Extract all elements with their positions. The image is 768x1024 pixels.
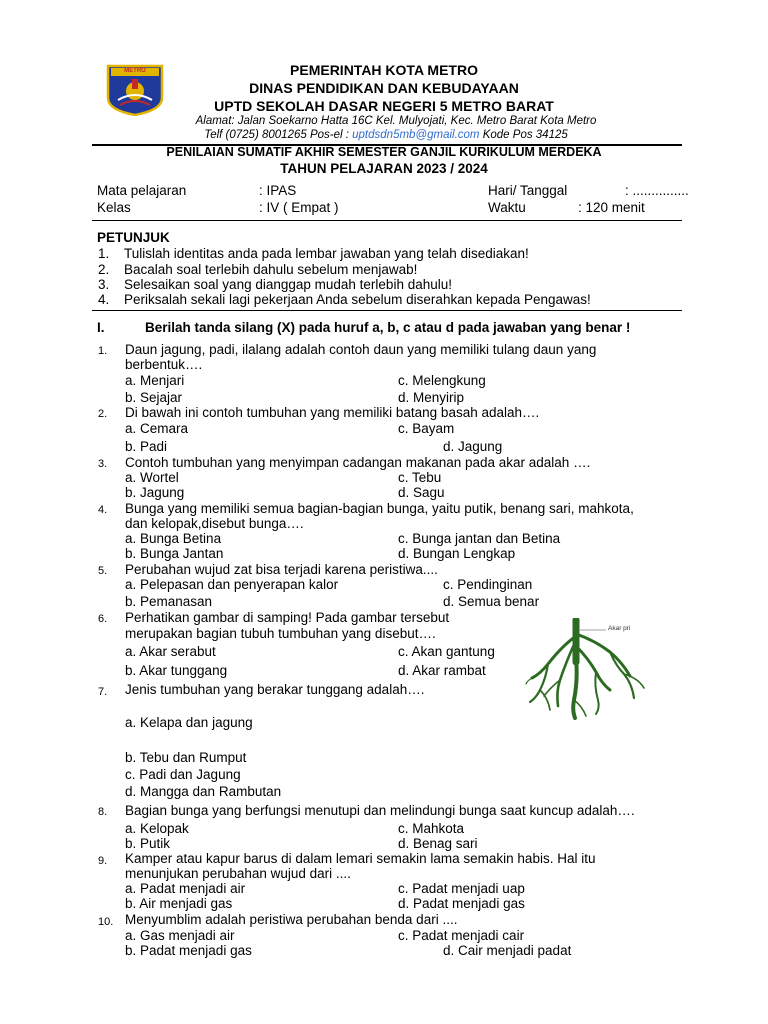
hari-value: : ............... bbox=[625, 183, 689, 198]
header-contact bbox=[0, 129, 768, 141]
q5-text-line1: Perubahan wujud zat bisa terjadi karena peristiwa.... bbox=[125, 562, 438, 577]
q9-option-a[interactable]: a. Padat menjadi air bbox=[125, 881, 246, 896]
header-line1: PEMERINTAH KOTA METRO bbox=[290, 62, 478, 78]
q8-option-b[interactable]: b. Putik bbox=[125, 836, 171, 851]
q2-option-d[interactable]: d. Jagung bbox=[443, 439, 503, 454]
petunjuk-title: PETUNJUK bbox=[97, 230, 170, 245]
q3-number: 3. bbox=[98, 458, 108, 470]
q6-option-a[interactable]: a. Akar serabut bbox=[125, 644, 216, 659]
kodepos-text: Kode Pos 34125 bbox=[482, 129, 568, 141]
q2-text-line1: Di bawah ini contoh tumbuhan yang memiliki batang basah adalah…. bbox=[125, 405, 540, 420]
kelas-label: Kelas bbox=[97, 200, 131, 215]
header-address: Alamat: Jalan Soekarno Hatta 16C Kel. Mulyojati, Kec. Metro Barat Kota Metro bbox=[195, 115, 597, 127]
header-line2: DINAS PENDIDIKAN DAN KEBUDAYAAN bbox=[249, 80, 519, 96]
q4-option-b[interactable]: b. Bunga Jantan bbox=[125, 546, 224, 561]
petunjuk-num-4: 4. bbox=[98, 292, 110, 307]
q1-option-c[interactable]: c. Melengkung bbox=[398, 373, 486, 388]
q8-text-line1: Bagian bunga yang berfungsi menutupi dan melindungi bunga saat kuncup adalah…. bbox=[125, 803, 635, 818]
q7-option-a[interactable]: a. Kelapa dan jagung bbox=[125, 715, 253, 730]
q10-text-line1: Menyumblim adalah peristiwa perubahan benda dari .... bbox=[125, 912, 458, 927]
q9-number: 9. bbox=[98, 855, 108, 867]
q4-text-line2: dan kelopak,disebut bunga…. bbox=[125, 516, 304, 531]
mapel-label: Mata pelajaran bbox=[97, 183, 187, 198]
q10-option-b[interactable]: b. Padat menjadi gas bbox=[125, 943, 252, 958]
q6-text-line1: Perhatikan gambar di samping! Pada gambar tersebut bbox=[125, 610, 450, 625]
q2-number: 2. bbox=[98, 408, 108, 420]
figure-label: Akar pri bbox=[608, 625, 631, 632]
q6-option-c[interactable]: c. Akan gantung bbox=[398, 644, 495, 659]
q10-option-d[interactable]: d. Cair menjadi padat bbox=[443, 943, 572, 958]
q8-option-d[interactable]: d. Benag sari bbox=[398, 836, 478, 851]
q4-text-line1: Bunga yang memiliki semua bagian-bagian bunga, yaitu putik, benang sari, mahkota, bbox=[125, 501, 634, 516]
q2-option-a[interactable]: a. Cemara bbox=[125, 421, 189, 436]
q4-number: 4. bbox=[98, 504, 108, 516]
q3-option-d[interactable]: d. Sagu bbox=[398, 485, 445, 500]
petunjuk-divider bbox=[92, 310, 682, 311]
q5-option-a[interactable]: a. Pelepasan dan penyerapan kalor bbox=[125, 577, 339, 592]
petunjuk-text-2: Bacalah soal terlebih dahulu sebelum menjawab! bbox=[124, 262, 418, 277]
q3-option-c[interactable]: c. Tebu bbox=[398, 470, 442, 485]
q8-number: 8. bbox=[98, 806, 108, 818]
q9-option-b[interactable]: b. Air menjadi gas bbox=[125, 896, 233, 911]
waktu-label: Waktu bbox=[488, 200, 526, 215]
q4-option-a[interactable]: a. Bunga Betina bbox=[125, 531, 222, 546]
petunjuk-text-3: Selesaikan soal yang dianggap mudah terlebih dahulu! bbox=[124, 277, 452, 292]
petunjuk-text-1: Tulislah identitas anda pada lembar jawaban yang telah disediakan! bbox=[124, 246, 529, 261]
q6-option-b[interactable]: b. Akar tunggang bbox=[125, 663, 228, 678]
q5-option-c[interactable]: c. Pendinginan bbox=[443, 577, 533, 592]
q6-option-d[interactable]: d. Akar rambat bbox=[398, 663, 486, 678]
q7-option-c[interactable]: c. Padi dan Jagung bbox=[125, 767, 241, 782]
q4-option-d[interactable]: d. Bungan Lengkap bbox=[398, 546, 516, 561]
q6-number: 6. bbox=[98, 613, 108, 625]
q2-option-c[interactable]: c. Bayam bbox=[398, 421, 455, 436]
q7-option-b[interactable]: b. Tebu dan Rumput bbox=[125, 750, 247, 765]
section-instruction: Berilah tanda silang (X) pada huruf a, b, c atau d pada jawaban yang benar ! bbox=[145, 320, 631, 335]
kelas-value: : IV ( Empat ) bbox=[259, 200, 339, 215]
q1-text-line1: Daun jagung, padi, ilalang adalah contoh daun yang memiliki tulang daun yang bbox=[125, 342, 597, 357]
q3-text-line1: Contoh tumbuhan yang menyimpan cadangan makanan pada akar adalah …. bbox=[125, 455, 591, 470]
email-link[interactable]: uptdsdn5mb@gmail.com bbox=[352, 129, 480, 141]
q5-option-d[interactable]: d. Semua benar bbox=[443, 594, 540, 609]
q8-option-a[interactable]: a. Kelopak bbox=[125, 821, 189, 836]
q8-option-c[interactable]: c. Mahkota bbox=[398, 821, 465, 836]
telf-text: Telf (0725) 8001265 Pos-el : bbox=[204, 129, 349, 141]
header-line3: UPTD SEKOLAH DASAR NEGERI 5 METRO BARAT bbox=[214, 98, 554, 114]
petunjuk-num-2: 2. bbox=[98, 262, 110, 277]
petunjuk-num-1: 1. bbox=[98, 246, 110, 261]
petunjuk-text-4: Periksalah sekali lagi pekerjaan Anda sebelum diserahkan kepada Pengawas! bbox=[124, 292, 591, 307]
q6-text-line2: merupakan bagian tubuh tumbuhan yang disebut…. bbox=[125, 626, 436, 641]
logo-text: METRO bbox=[124, 68, 146, 74]
q9-text-line2: menunjukan perubahan wujud dari .... bbox=[125, 866, 351, 881]
info-divider bbox=[92, 220, 682, 221]
q1-text-line2: berbentuk…. bbox=[125, 357, 203, 372]
q2-option-b[interactable]: b. Padi bbox=[125, 439, 168, 454]
q7-number: 7. bbox=[98, 686, 108, 698]
q9-option-d[interactable]: d. Padat menjadi gas bbox=[398, 896, 525, 911]
q10-number: 10. bbox=[98, 916, 114, 928]
q7-option-d[interactable]: d. Mangga dan Rambutan bbox=[125, 784, 282, 799]
petunjuk-num-3: 3. bbox=[98, 277, 110, 292]
exam-year: TAHUN PELAJARAN 2023 / 2024 bbox=[280, 161, 488, 176]
q3-option-b[interactable]: b. Jagung bbox=[125, 485, 185, 500]
q10-option-a[interactable]: a. Gas menjadi air bbox=[125, 928, 235, 943]
q1-option-a[interactable]: a. Menjari bbox=[125, 373, 185, 388]
hari-label: Hari/ Tanggal bbox=[488, 183, 568, 198]
q4-option-c[interactable]: c. Bunga jantan dan Betina bbox=[398, 531, 561, 546]
q1-option-d[interactable]: d. Menyirip bbox=[398, 390, 465, 405]
q3-option-a[interactable]: a. Wortel bbox=[125, 470, 179, 485]
q7-text-line1: Jenis tumbuhan yang berakar tunggang adalah…. bbox=[125, 682, 425, 697]
q1-number: 1. bbox=[98, 345, 108, 357]
mapel-value: : IPAS bbox=[259, 183, 297, 198]
section-num: I. bbox=[97, 320, 105, 335]
waktu-value: : 120 menit bbox=[578, 200, 645, 215]
q1-option-b[interactable]: b. Sejajar bbox=[125, 390, 183, 405]
q5-number: 5. bbox=[98, 565, 108, 577]
exam-title: PENILAIAN SUMATIF AKHIR SEMESTER GANJIL KURIKULUM MERDEKA bbox=[166, 145, 602, 159]
q5-option-b[interactable]: b. Pemanasan bbox=[125, 594, 213, 609]
q10-option-c[interactable]: c. Padat menjadi cair bbox=[398, 928, 525, 943]
q9-option-c[interactable]: c. Padat menjadi uap bbox=[398, 881, 525, 896]
q9-text-line1: Kamper atau kapur barus di dalam lemari semakin lama semakin habis. Hal itu bbox=[125, 851, 596, 866]
root-figure bbox=[524, 618, 654, 720]
